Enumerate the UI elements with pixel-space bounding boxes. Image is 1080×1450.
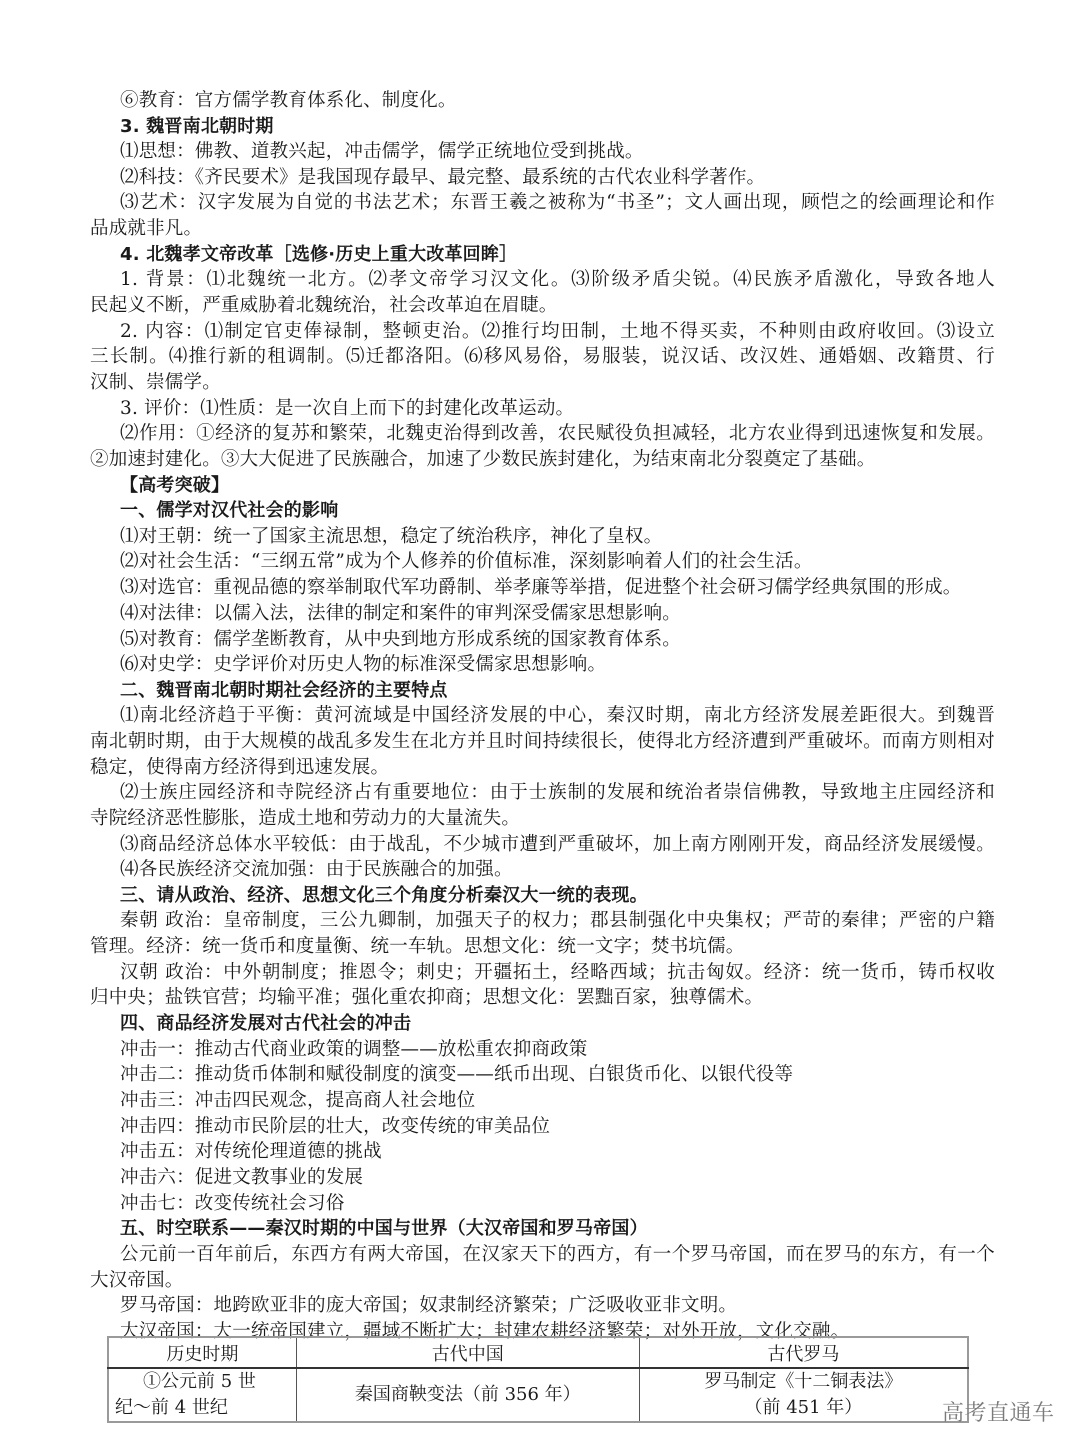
table-header-row <box>108 1337 968 1368</box>
text-line: 冲击六：促进文教事业的发展 <box>120 1167 364 1188</box>
period-line-2: 纪～前 4 世纪 <box>115 1397 228 1418</box>
section-heading: 四、商品经济发展对古代社会的冲击 <box>120 1013 412 1034</box>
table-cell-rome <box>639 1368 968 1422</box>
text-line: 三长制。⑷推行新的租调制。⑸迁都洛阳。⑹移风易俗，易服装，说汉话、改汉姓、通婚姻、改籍贯、行 <box>90 346 995 367</box>
text-line: 民起义不断，严重威胁着北魏统治，社会改革迫在眉睫。 <box>90 295 558 316</box>
text-line: 品成就非凡。 <box>90 218 203 239</box>
text-line: 冲击四：推动市民阶层的壮大，改变传统的审美品位 <box>120 1116 551 1137</box>
text-line: ⑵科技：《齐民要术》是我国现存最早、最完整、最系统的古代农业科学著作。 <box>120 167 766 188</box>
text-line: ②加速封建化。③大大促进了民族融合，加速了少数民族封建化，为结束南北分裂奠定了基础。 <box>90 449 876 470</box>
rome-line-2: （前 451 年） <box>744 1397 863 1418</box>
table-header-ancient-rome: 古代罗马 <box>639 1337 968 1368</box>
text-line: ⑷各民族经济交流加强：由于民族融合的加强。 <box>120 859 513 880</box>
section-heading: 一、儒学对汉代社会的影响 <box>120 500 339 521</box>
text-line: 汉朝 政治：中外朝制度；推恩令；刺史；开疆拓土，经略西域；抗击匈奴。经济：统一货币，铸币权收 <box>120 962 995 983</box>
text-line: 2. 内容：⑴制定官吏俸禄制，整顿吏治。⑵推行均田制，土地不得买卖，不种则由政府收回。⑶设立 <box>120 321 995 342</box>
text-line: 秦朝 政治：皇帝制度，三公九卿制，加强天子的权力；郡县制强化中央集权；严苛的秦律；严密的户籍 <box>120 910 995 931</box>
text-line: 管理。经济：统一货币和度量衡、统一车轨。思想文化：统一文字；焚书坑儒。 <box>90 936 745 957</box>
text-line: ⑷对法律：以儒入法，法律的制定和案件的审判深受儒家思想影响。 <box>120 603 682 624</box>
comparison-table <box>107 1336 969 1423</box>
text-line: 稳定，使得南方经济得到迅速发展。 <box>90 757 390 778</box>
text-line: 归中央；盐铁官营；均输平准；强化重农抑商；思想文化：罢黜百家，独尊儒术。 <box>90 987 764 1008</box>
text-line: ⑶艺术：汉字发展为自觉的书法艺术；东晋王羲之被称为“书圣”；文人画出现，顾恺之的绘画理论和作 <box>120 192 995 213</box>
text-line: 罗马帝国：地跨欧亚非的庞大帝国；奴隶制经济繁荣；广泛吸收亚非文明。 <box>120 1295 738 1316</box>
period-line-1: ①公元前 5 世 <box>143 1371 256 1392</box>
text-line: 冲击七：改变传统社会习俗 <box>120 1193 345 1214</box>
text-line: 公元前一百年前后，东西方有两大帝国，在汉家天下的西方，有一个罗马帝国，而在罗马的东方，有一个 <box>120 1244 995 1265</box>
text-line: 南北朝时期，由于大规模的战乱多发生在北方并且时间持续很长，使得北方经济遭到严重破坏。而南方则相对 <box>90 731 995 752</box>
text-line: ⑴对王朝：统一了国家主流思想，稳定了统治秩序，神化了皇权。 <box>120 526 663 547</box>
section-heading: 五、时空联系——秦汉时期的中国与世界（大汉帝国和罗马帝国） <box>120 1218 648 1239</box>
text-line: 冲击二：推动货币体制和赋役制度的演变——纸币出现、白银货币化、以银代役等 <box>120 1064 794 1085</box>
rome-line-1: 罗马制定《十二铜表法》 <box>704 1371 903 1392</box>
section-heading: 二、魏晋南北朝时期社会经济的主要特点 <box>120 680 448 701</box>
text-line: ⑸对教育：儒学垄断教育，从中央到地方形成系统的国家教育体系。 <box>120 629 682 650</box>
text-line: 冲击五：对传统伦理道德的挑战 <box>120 1141 382 1162</box>
table-row <box>108 1368 968 1422</box>
watermark-text: 高考直通车 <box>942 1401 1055 1426</box>
section-heading: 【高考突破】 <box>120 475 230 496</box>
text-line: ⑥教育：官方儒学教育体系化、制度化。 <box>120 90 457 111</box>
table-header-ancient-china: 古代中国 <box>296 1337 639 1368</box>
table-cell-period <box>108 1368 296 1422</box>
section-heading: 4. 北魏孝文帝改革［选修·历史上重大改革回眸］ <box>120 244 518 265</box>
text-line: 冲击三：冲击四民观念，提高商人社会地位 <box>120 1090 476 1111</box>
section-heading: 三、请从政治、经济、思想文化三个角度分析秦汉大一统的表现。 <box>120 885 648 906</box>
text-line: ⑹对史学：史学评价对历史人物的标准深受儒家思想影响。 <box>120 654 607 675</box>
text-line: ⑵对社会生活：“三纲五常”成为个人修养的价值标准，深刻影响着人们的社会生活。 <box>120 551 813 572</box>
text-line: ⑶对选官：重视品德的察举制取代军功爵制、举孝廉等举措，促进整个社会研习儒学经典氛围的形成。 <box>120 577 962 598</box>
text-line: ⑴南北经济趋于平衡：黄河流域是中国经济发展的中心，秦汉时期，南北方经济发展差距很大。到魏晋 <box>120 705 995 726</box>
text-line: ⑶商品经济总体水平较低：由于战乱，不少城市遭到严重破坏，加上南方刚刚开发，商品经济发展缓慢。 <box>120 834 995 855</box>
text-line: 1. 背景：⑴北魏统一北方。⑵孝文帝学习汉文化。⑶阶级矛盾尖锐。⑷民族矛盾激化，导致各地人 <box>120 269 995 290</box>
table-cell-china: 秦国商鞅变法（前 356 年） <box>296 1368 639 1422</box>
text-line: 3. 评价：⑴性质：是一次自上而下的封建化改革运动。 <box>120 398 575 419</box>
text-line: ⑴思想：佛教、道教兴起，冲击儒学，儒学正统地位受到挑战。 <box>120 141 644 162</box>
text-line: 大汉帝国：大一统帝国建立，疆域不断扩大；封建农耕经济繁荣；对外开放，文化交融。 <box>120 1321 850 1342</box>
text-line: 冲击一：推动古代商业政策的调整——放松重农抑商政策 <box>120 1039 588 1060</box>
text-line: ⑵士族庄园经济和寺院经济占有重要地位：由于士族制的发展和统治者崇信佛教，导致地主庄园经济和 <box>120 782 995 803</box>
table-header-period: 历史时期 <box>108 1337 296 1368</box>
section-heading: 3. 魏晋南北朝时期 <box>120 116 274 137</box>
text-line: 寺院经济恶性膨胀，造成土地和劳动力的大量流失。 <box>90 808 521 829</box>
text-line: 大汉帝国。 <box>90 1270 184 1291</box>
text-line: 汉制、崇儒学。 <box>90 372 221 393</box>
text-line: ⑵作用：①经济的复苏和繁荣，北魏吏治得到改善，农民赋役负担减轻，北方农业得到迅速恢复和发展。 <box>120 423 995 444</box>
